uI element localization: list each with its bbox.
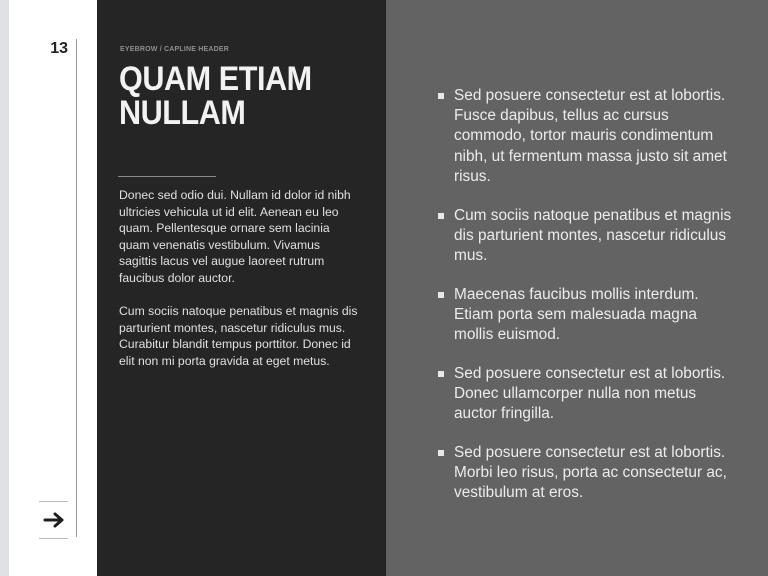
bullet-text: Cum sociis natoque penatibus et magnis dis parturient montes, nascetur ridiculus mus.: [454, 206, 732, 264]
left-gutter: [9, 0, 97, 576]
bullet-text: Sed posuere consectetur est at lobortis. Fusce dapibus, tellus ac cursus commodo, tortor mauris condimentum nibh, ut fermentum massa justo sit amet risus.: [454, 87, 727, 185]
gutter-divider: [76, 39, 77, 537]
bullet-item: [437, 364, 737, 425]
arrow-right-icon: [43, 512, 65, 528]
bullet-text: Sed posuere consectetur est at lobortis. Morbi leo risus, porta ac consectetur ac, vestibulum at eros.: [454, 443, 727, 502]
bullet-text: Maecenas faucibus mollis interdum. Etiam porta sem malesuada magna mollis euismod.: [454, 285, 699, 344]
bullet-item: [437, 86, 737, 187]
bullet-item: [437, 285, 737, 346]
page-number: 13: [50, 40, 68, 57]
bullet-item: [437, 443, 737, 504]
body-text: [119, 187, 359, 386]
next-slide-button[interactable]: [39, 501, 68, 539]
body-paragraph: Cum sociis natoque penatibus et magnis dis parturient montes, nascetur ridiculus mus. Curabitur blandit tempus porttitor. Donec id elit non mi porta gravida at eget metus.: [119, 304, 358, 368]
bullet-list: [437, 86, 737, 522]
page-edge: [0, 0, 9, 576]
slide-title: QUAM ETIAM NULLAM: [119, 60, 312, 132]
square-bullet-icon: [438, 93, 444, 99]
bullet-text: Sed posuere consectetur est at lobortis. Donec ullamcorper nulla non metus auctor fringilla.: [454, 364, 726, 423]
bullet-item: [437, 206, 737, 267]
eyebrow-header: EYEBROW / CAPLINE HEADER: [120, 46, 230, 53]
square-bullet-icon: [438, 213, 444, 219]
square-bullet-icon: [438, 371, 444, 377]
title-rule: [118, 176, 216, 177]
square-bullet-icon: [438, 450, 444, 456]
square-bullet-icon: [438, 292, 444, 298]
body-paragraph: Donec sed odio dui. Nullam id dolor id nibh ultricies vehicula ut id elit. Aenean eu leo quam. Pellentesque ornare sem lacinia quam venenatis vestibulum. Vivamus sagittis lacus vel augue laoreet rutrum faucibus dolor auctor.: [119, 188, 351, 285]
